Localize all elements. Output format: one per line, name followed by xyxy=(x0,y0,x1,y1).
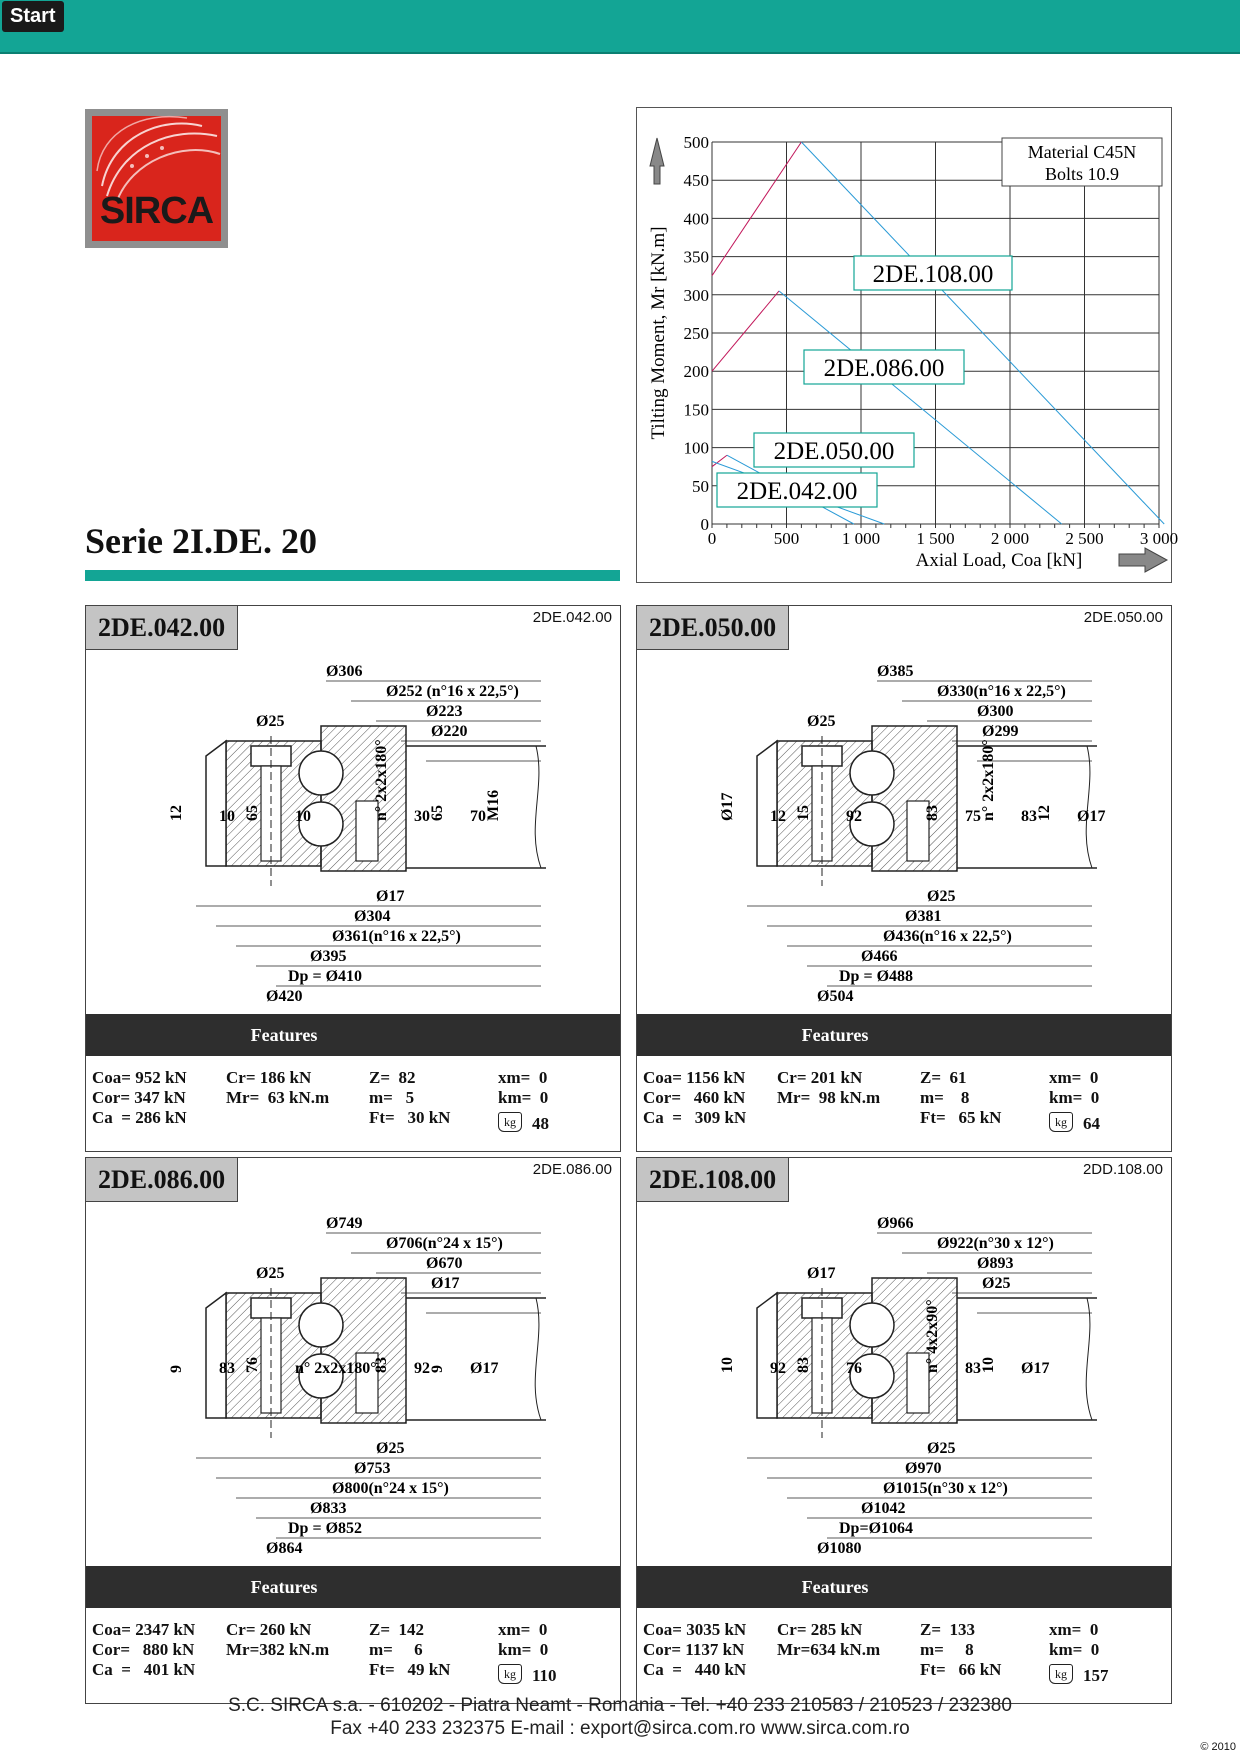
panel-title: 2DE.042.00 xyxy=(86,606,238,650)
dimension-label: 30 xyxy=(414,808,430,825)
dimension-label: Ø25 xyxy=(256,1265,285,1282)
feature-value: xm= 0 xyxy=(498,1620,548,1639)
dimension-label: Ø395 xyxy=(310,948,347,965)
feature-value: Ft= 66 kN xyxy=(920,1660,1002,1679)
y-axis-label: Tilting Moment, Mr [kN.m] xyxy=(648,226,669,440)
y-tick-label: 200 xyxy=(683,362,709,382)
dimension-label: 83 xyxy=(373,1357,390,1373)
x-tick-label: 1 000 xyxy=(841,529,881,548)
x-axis-label: Axial Load, Coa [kN] xyxy=(915,550,1083,571)
load-chart xyxy=(636,107,1179,583)
feature-value: Cor= 880 kN xyxy=(92,1640,195,1659)
bearing-panel xyxy=(636,1157,1172,1704)
dimension-label: Ø1042 xyxy=(861,1500,906,1517)
dimension-label: 83 xyxy=(219,1360,235,1377)
dimension-label: Ø304 xyxy=(354,908,391,925)
x-tick-label: 1 500 xyxy=(916,529,955,548)
series-label: 2DE.050.00 xyxy=(773,438,895,465)
dimension-label: 12 xyxy=(1036,805,1053,821)
series-label: 2DE.108.00 xyxy=(872,261,994,288)
dimension-label: Ø300 xyxy=(977,703,1014,720)
bearing-drawing xyxy=(86,646,620,1005)
dimension-label: Dp = Ø852 xyxy=(288,1520,363,1537)
feature-value: m= 6 xyxy=(369,1640,423,1659)
dimension-label: Ø306 xyxy=(326,663,363,680)
panel-title: 2DE.050.00 xyxy=(637,606,789,650)
dimension-label: Ø970 xyxy=(905,1460,942,1477)
bearing-panel xyxy=(85,1157,621,1704)
break-line xyxy=(535,746,541,868)
feature-value: m= 8 xyxy=(920,1088,970,1107)
dimension-label: 83 xyxy=(924,805,941,821)
feature-value: Cr= 285 kN xyxy=(777,1620,863,1639)
feature-value: Cr= 260 kN xyxy=(226,1620,312,1639)
y-tick-label: 400 xyxy=(683,209,709,229)
feature-value: Z= 82 xyxy=(369,1068,416,1087)
dimension-label: n° 4x2x90° xyxy=(924,1299,941,1373)
dimension-label: 83 xyxy=(1021,808,1037,825)
weight-icon: kg xyxy=(498,1664,522,1684)
dimension-label: Ø966 xyxy=(877,1215,914,1232)
features-bar xyxy=(86,1566,620,1608)
feature-value: xm= 0 xyxy=(1049,1068,1099,1087)
features-label: Features xyxy=(801,1577,869,1597)
bearing-drawing xyxy=(637,646,1171,1005)
start-button[interactable]: Start xyxy=(2,1,64,32)
footer-address: S.C. SIRCA s.a. - 610202 - Piatra Neamt - Romania - Tel. +40 233 210583 / 210523 / 232380 xyxy=(228,1695,1012,1716)
dimension-label: n° 2x2x180° xyxy=(373,739,390,821)
features-bar xyxy=(637,1566,1171,1608)
features-bar xyxy=(86,1014,620,1056)
feature-value: Mr= 98 kN.m xyxy=(777,1088,881,1107)
feature-value: Cor= 1137 kN xyxy=(643,1640,745,1659)
feature-value: Cor= 347 kN xyxy=(92,1088,186,1107)
y-tick-label: 500 xyxy=(683,133,709,152)
features-label: Features xyxy=(250,1025,318,1045)
dimension-label: 92 xyxy=(414,1360,430,1377)
y-tick-label: 450 xyxy=(683,171,709,191)
features-label: Features xyxy=(801,1025,869,1045)
dimension-label: Ø17 xyxy=(431,1275,460,1292)
feature-value: Ca = 286 kN xyxy=(92,1108,187,1127)
feature-value: m= 5 xyxy=(369,1088,415,1107)
dimension-label: Ø504 xyxy=(817,988,854,1005)
x-tick-label: 2 000 xyxy=(990,529,1030,548)
dimension-label: 92 xyxy=(770,1360,786,1377)
feature-value: Ca = 401 kN xyxy=(92,1660,196,1679)
dimension-label: 9 xyxy=(168,1365,185,1373)
dimension-label: Ø753 xyxy=(354,1460,391,1477)
series-label: 2DE.042.00 xyxy=(736,478,858,505)
weight-icon: kg xyxy=(1049,1664,1073,1684)
dimension-label: 12 xyxy=(168,805,185,821)
feature-value: Ca = 440 kN xyxy=(643,1660,747,1679)
feature-value: Z= 133 xyxy=(920,1620,976,1639)
feature-value: Mr=382 kN.m xyxy=(226,1640,330,1659)
dimension-label: Ø385 xyxy=(877,663,914,680)
dimension-label: 75 xyxy=(965,808,981,825)
weight-value: 110 xyxy=(532,1666,557,1685)
rising-line xyxy=(712,142,801,276)
x-tick-label: 500 xyxy=(773,529,800,548)
feature-value: Coa= 1156 kN xyxy=(643,1068,746,1087)
feature-value: Ft= 30 kN xyxy=(369,1108,451,1127)
panel-ref-code: 2DE.042.00 xyxy=(532,609,612,626)
dimension-label: Ø17 xyxy=(376,888,405,905)
break-line xyxy=(1086,746,1092,868)
dimension-label: n° 2x2x180° xyxy=(980,739,997,821)
features-bar xyxy=(637,1014,1171,1056)
weight-value: 48 xyxy=(532,1114,549,1133)
bearing-drawing xyxy=(86,1198,620,1557)
dimension-label: Ø420 xyxy=(266,988,303,1005)
sirca-logo xyxy=(85,109,228,248)
ball-upper xyxy=(299,751,343,795)
dimension-label: Ø25 xyxy=(982,1275,1011,1292)
features-label: Features xyxy=(250,1577,318,1597)
dimension-label: Ø17 xyxy=(807,1265,836,1282)
feature-value: xm= 0 xyxy=(1049,1620,1099,1639)
feature-value: km= 0 xyxy=(498,1088,549,1107)
dimension-label: Ø25 xyxy=(256,713,285,730)
dimension-label: 83 xyxy=(965,1360,981,1377)
copyright: © 2010 xyxy=(1200,1741,1236,1753)
outer-flange xyxy=(757,741,777,866)
load-chart-svg xyxy=(637,108,1179,582)
dimension-label: Ø864 xyxy=(266,1540,303,1557)
dimension-label: 10 xyxy=(980,1357,997,1373)
dimension-label: Ø25 xyxy=(927,1440,956,1457)
y-tick-label: 150 xyxy=(683,400,709,420)
dimension-label: Ø25 xyxy=(376,1440,405,1457)
dimension-label: Ø223 xyxy=(426,703,463,720)
weight-value: 64 xyxy=(1083,1114,1100,1133)
break-line xyxy=(1086,1298,1092,1420)
ball-upper xyxy=(850,751,894,795)
break-line xyxy=(535,1298,541,1420)
weight-value: 157 xyxy=(1083,1666,1109,1685)
feature-value: Cr= 186 kN xyxy=(226,1068,312,1087)
top-toolbar xyxy=(0,0,1240,54)
feature-value: Coa= 2347 kN xyxy=(92,1620,196,1639)
y-tick-label: 100 xyxy=(683,438,709,458)
dimension-label: Dp = Ø488 xyxy=(839,968,914,985)
dimension-label: Ø893 xyxy=(977,1255,1014,1272)
dimension-label: 92 xyxy=(846,808,862,825)
panel-title: 2DE.108.00 xyxy=(637,1158,789,1202)
dimension-label: n° 2x2x180° xyxy=(295,1360,377,1377)
dimension-label: Ø381 xyxy=(905,908,942,925)
y-tick-label: 300 xyxy=(683,285,709,305)
outer-flange xyxy=(757,1293,777,1418)
ball-upper xyxy=(299,1303,343,1347)
dimension-label: Ø800(n°24 x 15°) xyxy=(332,1480,449,1497)
panel-ref-code: 2DD.108.00 xyxy=(1082,1161,1163,1178)
dimension-label: 10 xyxy=(719,1357,736,1373)
dimension-label: Ø299 xyxy=(982,723,1019,740)
dimension-label: 76 xyxy=(244,1357,261,1373)
feature-value: Ft= 65 kN xyxy=(920,1108,1002,1127)
feature-value: Coa= 3035 kN xyxy=(643,1620,747,1639)
feature-value: xm= 0 xyxy=(498,1068,548,1087)
feature-value: km= 0 xyxy=(498,1640,549,1659)
feature-value: Mr=634 kN.m xyxy=(777,1640,881,1659)
dimension-label: 12 xyxy=(770,808,786,825)
up-arrow-icon xyxy=(650,138,664,184)
y-tick-label: 0 xyxy=(700,515,709,534)
dimension-label: Ø17 xyxy=(470,1360,499,1377)
dimension-label: Ø833 xyxy=(310,1500,347,1517)
feature-value: Mr= 63 kN.m xyxy=(226,1088,330,1107)
feature-value: Cor= 460 kN xyxy=(643,1088,746,1107)
feature-value: Ft= 49 kN xyxy=(369,1660,451,1679)
footer-contact: Fax +40 233 232375 E-mail : export@sirca.com.ro www.sirca.com.ro xyxy=(330,1718,910,1739)
outer-flange xyxy=(206,1293,226,1418)
panel-title: 2DE.086.00 xyxy=(86,1158,238,1202)
dimension-label: 10 xyxy=(219,808,235,825)
weight-icon: kg xyxy=(498,1112,522,1132)
dimension-label: Ø25 xyxy=(807,713,836,730)
bearing-drawing xyxy=(637,1198,1171,1557)
dimension-label: 15 xyxy=(795,805,812,821)
dimension-label: Ø1080 xyxy=(817,1540,862,1557)
ball-upper xyxy=(850,1303,894,1347)
dimension-label: 83 xyxy=(795,1357,812,1373)
rising-line xyxy=(712,291,779,371)
x-tick-label: 3 000 xyxy=(1139,529,1179,548)
legend-text: Material C45N xyxy=(1027,142,1137,162)
dimension-label: Ø17 xyxy=(719,792,736,821)
y-tick-label: 50 xyxy=(692,476,709,496)
right-arrow-icon xyxy=(1119,548,1167,572)
dimension-label: 70 xyxy=(470,808,486,825)
feature-value: m= 8 xyxy=(920,1640,974,1659)
weight-icon: kg xyxy=(1049,1112,1073,1132)
bearing-panel xyxy=(636,605,1172,1152)
feature-value: Cr= 201 kN xyxy=(777,1068,863,1087)
dimension-label: Ø436(n°16 x 22,5°) xyxy=(883,928,1012,945)
outer-flange xyxy=(206,741,226,866)
dimension-label: Ø25 xyxy=(927,888,956,905)
dimension-label: Ø17 xyxy=(1021,1360,1050,1377)
dimension-label: Ø670 xyxy=(426,1255,463,1272)
dimension-label: Ø466 xyxy=(861,948,898,965)
feature-value: Z= 142 xyxy=(369,1620,425,1639)
dimension-label: Ø330(n°16 x 22,5°) xyxy=(937,683,1066,700)
dimension-label: 10 xyxy=(295,808,311,825)
dimension-label: Ø1015(n°30 x 12°) xyxy=(883,1480,1008,1497)
dimension-label: Ø17 xyxy=(1077,808,1106,825)
serie-title: Serie 2I.DE. 20 xyxy=(85,521,317,561)
dimension-label: Dp = Ø410 xyxy=(288,968,363,985)
dimension-label: Ø220 xyxy=(431,723,468,740)
y-tick-label: 250 xyxy=(683,324,709,343)
panel-ref-code: 2DE.086.00 xyxy=(532,1161,612,1178)
dimension-label: M16 xyxy=(485,789,502,821)
panel-ref-code: 2DE.050.00 xyxy=(1083,609,1163,626)
feature-value: km= 0 xyxy=(1049,1088,1100,1107)
feature-value: km= 0 xyxy=(1049,1640,1100,1659)
x-tick-label: 0 xyxy=(707,529,717,548)
feature-value: Coa= 952 kN xyxy=(92,1068,187,1087)
x-tick-label: 2 500 xyxy=(1065,529,1104,548)
dimension-label: Ø749 xyxy=(326,1215,363,1232)
dimension-label: Ø706(n°24 x 15°) xyxy=(386,1235,503,1252)
dimension-label: 9 xyxy=(429,1365,446,1373)
dimension-label: 76 xyxy=(846,1360,862,1377)
legend-text: Bolts 10.9 xyxy=(1044,164,1120,184)
logo-text: SIRCA xyxy=(99,190,214,232)
bearing-panel xyxy=(85,605,621,1152)
dimension-label: 65 xyxy=(429,805,446,821)
rising-line xyxy=(712,455,727,466)
dimension-label: Ø252 (n°16 x 22,5°) xyxy=(386,683,519,700)
feature-value: Z= 61 xyxy=(920,1068,967,1087)
dimension-label: Ø922(n°30 x 12°) xyxy=(937,1235,1054,1252)
series-label: 2DE.086.00 xyxy=(823,355,945,382)
feature-value: Ca = 309 kN xyxy=(643,1108,747,1127)
title-underline xyxy=(85,570,620,581)
dimension-label: Dp=Ø1064 xyxy=(839,1520,914,1537)
dimension-label: Ø361(n°16 x 22,5°) xyxy=(332,928,461,945)
y-tick-label: 350 xyxy=(683,247,709,267)
dimension-label: 65 xyxy=(244,805,261,821)
